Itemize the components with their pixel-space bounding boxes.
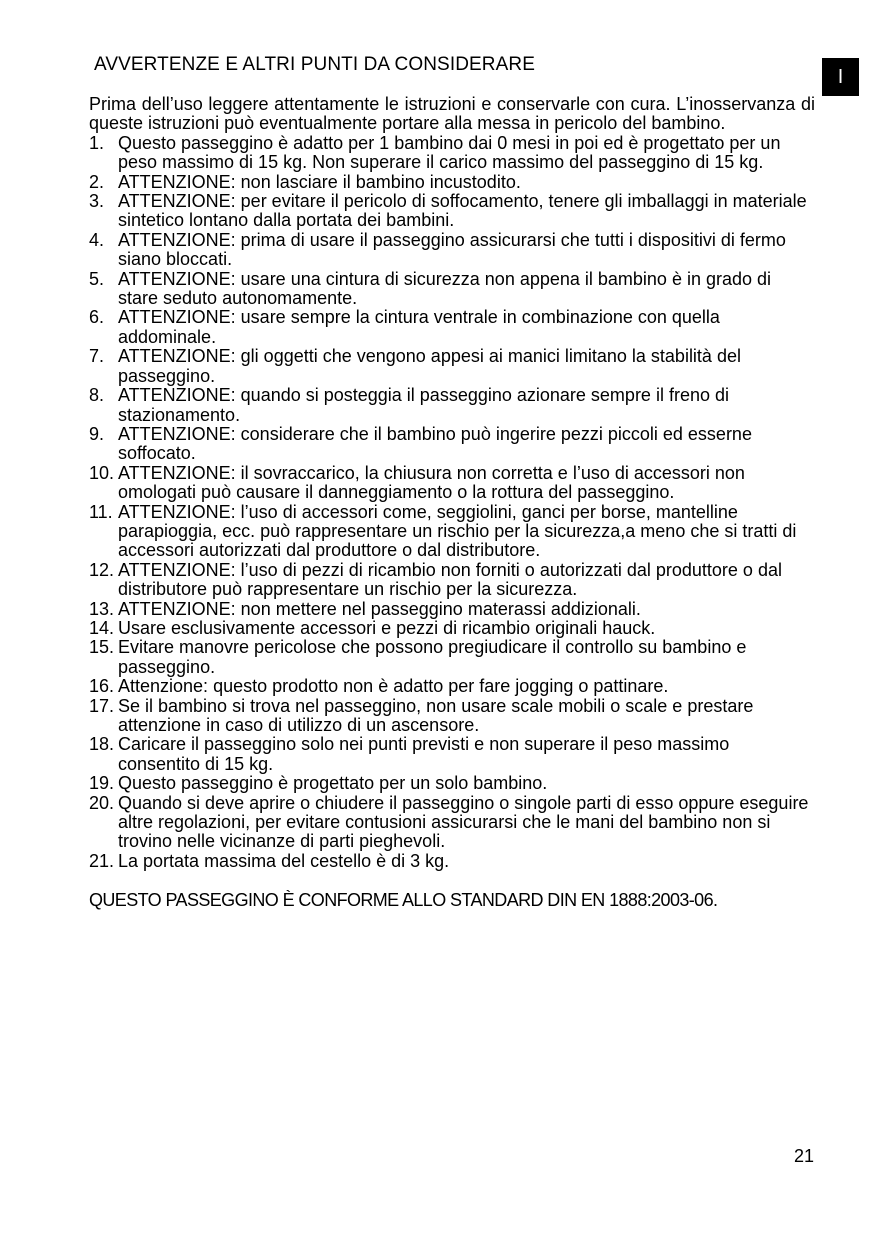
intro-paragraph: Prima dell’uso leggere attentamente le istruzioni e conservarle con cura. L’inosservanza di queste istruzioni può eventualmente portare alla messa in pericolo del bambino. bbox=[89, 94, 815, 134]
warning-text: ATTENZIONE: l’uso di accessori come, seggiolini, ganci per borse, mantelline parapioggia, ecc. può rappresentare un rischio per la sicurezza,a meno che si tratti di accessori autorizzati dal produttore o dal distributore. bbox=[118, 501, 797, 561]
warning-number: 6. bbox=[89, 307, 105, 328]
warning-number: 16. bbox=[89, 676, 115, 697]
warning-number: 15. bbox=[89, 637, 115, 658]
warning-item bbox=[89, 794, 815, 852]
warning-number: 9. bbox=[89, 423, 105, 444]
warning-number: 10. bbox=[89, 462, 115, 483]
warning-number: 12. bbox=[89, 559, 115, 580]
warning-item bbox=[89, 677, 815, 696]
warning-text: ATTENZIONE: quando si posteggia il passeggino azionare sempre il freno di stazionamento. bbox=[118, 385, 729, 425]
warning-number: 14. bbox=[89, 617, 115, 638]
warning-item bbox=[89, 852, 815, 871]
warning-text: ATTENZIONE: usare una cintura di sicurezza non appena il bambino è in grado di stare seduto autonomamente. bbox=[118, 268, 772, 309]
warning-number: 3. bbox=[89, 191, 105, 212]
warning-number: 20. bbox=[89, 792, 115, 813]
warning-item bbox=[89, 735, 815, 774]
warning-text: ATTENZIONE: usare sempre la cintura ventrale in combinazione con quella addominale. bbox=[118, 307, 720, 347]
document-body bbox=[89, 95, 815, 911]
warning-item bbox=[89, 386, 815, 425]
warning-item bbox=[89, 774, 815, 793]
standard-notice: QUESTO PASSEGGINO È CONFORME ALLO STANDARD DIN EN 1888:2003-06. bbox=[89, 890, 718, 911]
warning-item bbox=[89, 308, 815, 347]
warning-item bbox=[89, 270, 815, 309]
warning-item bbox=[89, 600, 815, 619]
warning-text: ATTENZIONE: gli oggetti che vengono appesi ai manici limitano la stabilità del passeggino. bbox=[118, 346, 741, 386]
warning-number: 8. bbox=[89, 385, 105, 406]
warning-item bbox=[89, 231, 815, 270]
warning-text: ATTENZIONE: prima di usare il passeggino assicurarsi che tutti i dispositivi di fermo siano bloccati. bbox=[118, 229, 786, 270]
warning-text: Questo passeggino è progettato per un solo bambino. bbox=[118, 773, 548, 794]
page-number: 21 bbox=[794, 1146, 815, 1166]
warnings-list bbox=[89, 134, 815, 871]
warning-number: 4. bbox=[89, 229, 105, 250]
warning-text: Questo passeggino è adatto per 1 bambino dai 0 mesi in poi ed è progettato per un peso massimo di 15 kg. Non superare il carico massimo del passeggino di 15 kg. bbox=[118, 132, 781, 173]
warning-number: 19. bbox=[89, 773, 115, 794]
warning-item bbox=[89, 503, 815, 561]
warning-number: 21. bbox=[89, 850, 115, 871]
warning-item bbox=[89, 464, 815, 503]
warning-item bbox=[89, 619, 815, 638]
warning-text: Usare esclusivamente accessori e pezzi di ricambio originali hauck. bbox=[118, 617, 656, 638]
warning-text: La portata massima del cestello è di 3 kg. bbox=[118, 850, 450, 871]
warning-number: 5. bbox=[89, 268, 105, 289]
warning-number: 13. bbox=[89, 598, 115, 619]
warning-text: Caricare il passeggino solo nei punti previsti e non superare il peso massimo consentito di 15 kg. bbox=[118, 734, 730, 774]
warning-number: 18. bbox=[89, 734, 115, 755]
warning-text: Se il bambino si trova nel passeggino, non usare scale mobili o scale e prestare attenzione in caso di utilizzo di un ascensore. bbox=[118, 695, 754, 735]
warning-text: ATTENZIONE: l’uso di pezzi di ricambio non forniti o autorizzati dal produttore o dal distributore può rappresentare un rischio per la sicurezza. bbox=[118, 559, 782, 600]
warning-item bbox=[89, 347, 815, 386]
warning-text: ATTENZIONE: il sovraccarico, la chiusura non corretta e l’uso di accessori non omologati può causare il danneggiamento o la rottura del passeggino. bbox=[118, 462, 745, 503]
warning-item bbox=[89, 192, 815, 231]
warning-text: ATTENZIONE: non lasciare il bambino incustodito. bbox=[118, 171, 521, 192]
warning-item bbox=[89, 173, 815, 192]
warning-text: ATTENZIONE: considerare che il bambino può ingerire pezzi piccoli ed esserne soffocato. bbox=[118, 423, 752, 464]
warning-number: 2. bbox=[89, 171, 105, 192]
warning-item bbox=[89, 638, 815, 677]
warning-text: ATTENZIONE: per evitare il pericolo di soffocamento, tenere gli imballaggi in materiale sintetico lontano dalla portata dei bambini. bbox=[118, 191, 807, 231]
warning-number: 17. bbox=[89, 695, 115, 716]
warning-number: 11. bbox=[89, 501, 113, 522]
warning-text: Evitare manovre pericolose che possono pregiudicare il controllo su bambino e passeggino. bbox=[118, 637, 747, 677]
language-tab: I bbox=[822, 58, 859, 96]
warning-item bbox=[89, 561, 815, 600]
warning-text: Attenzione: questo prodotto non è adatto per fare jogging o pattinare. bbox=[118, 676, 669, 697]
page-title: AVVERTENZE E ALTRI PUNTI DA CONSIDERARE bbox=[94, 54, 535, 75]
warning-text: ATTENZIONE: non mettere nel passeggino materassi addizionali. bbox=[118, 598, 641, 619]
warning-number: 1. bbox=[89, 132, 105, 153]
warning-number: 7. bbox=[89, 346, 105, 367]
warning-item bbox=[89, 425, 815, 464]
warning-text: Quando si deve aprire o chiudere il passeggino o singole parti di esso oppure eseguire altre regolazioni, per evitare contusioni assicurarsi che le mani del bambino non si trovino nelle vicinanze di parti pieghevoli. bbox=[118, 792, 809, 852]
warning-item bbox=[89, 697, 815, 736]
warning-item bbox=[89, 134, 815, 173]
